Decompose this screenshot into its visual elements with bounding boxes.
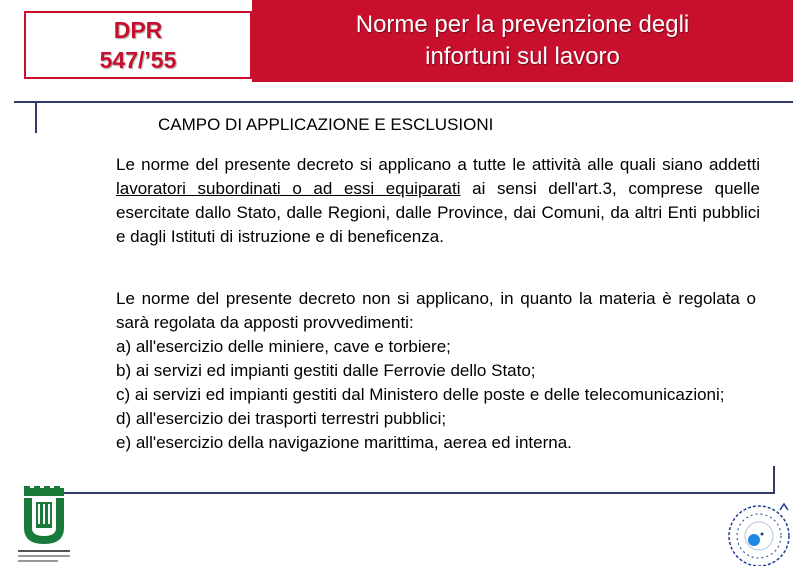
paragraph-scope-underlined: lavoratori subordinati o ad essi equiparati <box>116 179 461 198</box>
exclusions-intro: Le norme del presente decreto non si applicano, in quanto la materia è regolata o sarà regolata da apposti provvedimenti: <box>116 289 756 332</box>
exclusion-item-e: e) all'esercizio della navigazione marittima, aerea ed interna. <box>116 433 572 452</box>
slide-title-line1: Norme per la prevenzione degli <box>355 11 690 38</box>
paragraph-scope-text-2: ai sensi dell'art.3, comprese quelle esercitate dallo Stato, dalle Regioni, dalle Province, dai Comuni, da altri Enti pubblici e dagli Istituti di istruzione e di beneficenza. <box>116 179 760 246</box>
inaf-astronomy-logo <box>718 496 800 566</box>
exclusion-item-b: b) ai servizi ed impianti gestiti dalle Ferrovie dello Stato; <box>116 361 536 380</box>
exclusion-item-d: d) all'esercizio dei trasporti terrestri pubblici; <box>116 409 447 428</box>
bottom-divider <box>36 492 775 494</box>
law-reference-line1: DPR <box>113 17 163 43</box>
right-divider-tick <box>773 466 775 493</box>
paragraph-scope <box>116 153 760 249</box>
exclusion-item-c: c) ai servizi ed impianti gestiti dal Ministero delle poste e delle telecomunicazioni; <box>116 385 725 404</box>
university-logo <box>14 486 74 566</box>
slide-title-banner <box>252 0 793 82</box>
law-reference-line2: 547/’55 <box>99 47 177 73</box>
slide-title-line2: infortuni sul lavoro <box>425 43 620 70</box>
left-divider-tick <box>35 102 37 133</box>
section-heading: CAMPO DI APPLICAZIONE E ESCLUSIONI <box>158 115 494 134</box>
law-reference-box <box>24 11 252 79</box>
paragraph-exclusions <box>116 287 756 455</box>
paragraph-scope-text-1: Le norme del presente decreto si applicano a tutte le attività alle quali siano addetti <box>116 155 760 174</box>
exclusion-item-a: a) all'esercizio delle miniere, cave e torbiere; <box>116 337 451 356</box>
top-divider <box>14 101 793 103</box>
